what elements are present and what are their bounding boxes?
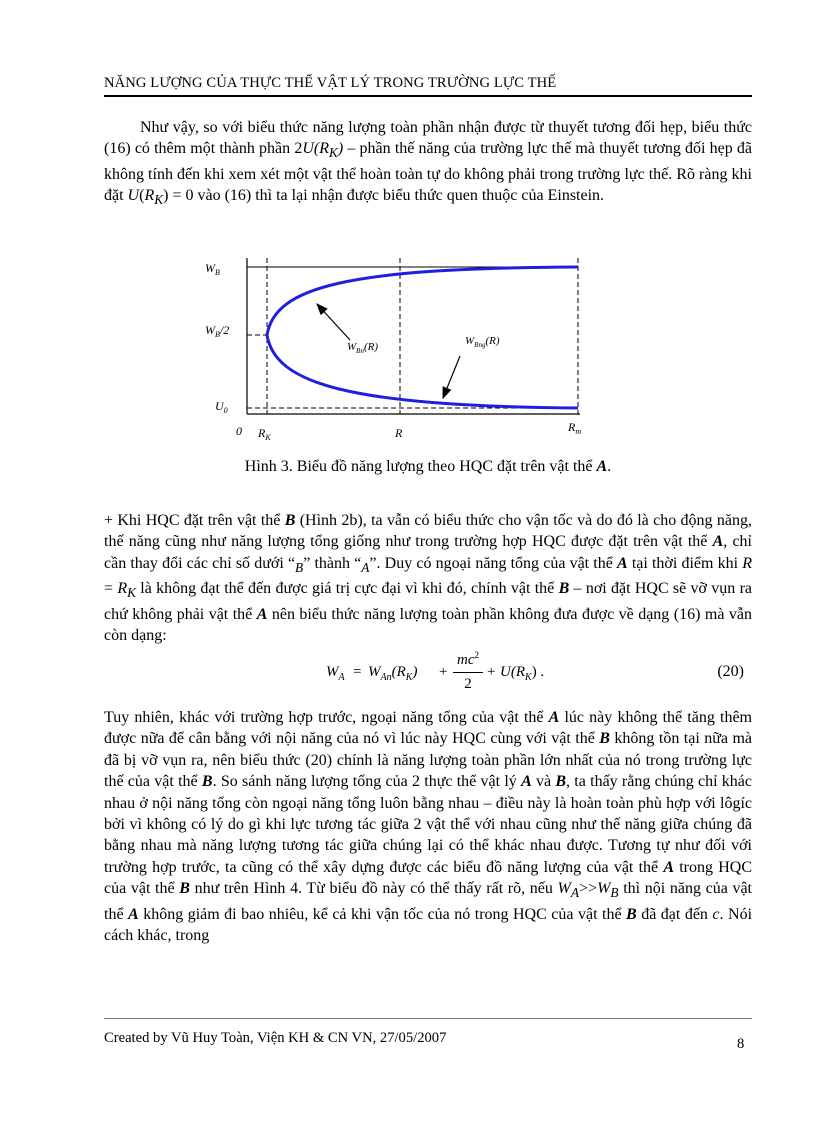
label-r: R: [395, 426, 403, 440]
outer-energy-curve: [267, 335, 578, 408]
page-number: 8: [737, 1036, 745, 1052]
energy-diagram: [195, 252, 615, 452]
label-inner-curve: $W_{Bn}(R)$: [347, 341, 378, 355]
label-u0: $U_0$: [215, 399, 228, 415]
label-wb: $W_B$: [205, 261, 220, 277]
paragraph-comparison: Tuy nhiên, khác với trường hợp trước, ngoại năng tổng của vật thể A lúc này không thể tăng thêm được nữa để cân bằng với nội năng của nó vì lúc này HQC cùng với vật thể B không tồn tại nữa mà đã bị vỡ vụn ra, nên biểu thức (20) chính là năng lượng toàn phần lớn nhất của nó trong trường lực thế của vật thể B. So sánh năng lượng tổng của 2 thực thể vật lý A và B, ta thấy rằng chúng chỉ khác nhau ở nội năng tổng còn ngoại năng tổng luôn bằng nhau – điều này là hoàn toàn phù hợp với lôgíc bởi vì không có lý do gì khi lực tương tác giữa 2 vật thể với nhau cũng như thế năng giữa chúng đã bằng nhau mà năng lượng tương tác giữa chúng lại có thể khác nhau được. Tương tự như đối với trường hợp trước, ta cũng có thể xây dựng được các biểu đồ năng lượng của vật thể A trong HQC của vật thể B như trên Hình 4. Từ biểu đồ này có thể thấy rất rõ, nếu $W_A>>W_B$ thì nội năng của vật thể A không giảm đi bao nhiêu, kể cả khi vận tốc của nó trong HQC của vật thể B đã đạt đến c. Nói cách khác, trong: [104, 709, 753, 945]
label-origin: 0: [236, 424, 242, 438]
paragraph-frame-b: + Khi HQC đặt trên vật thể B (Hình 2b), ta vẫn có biểu thức cho vận tốc và do đó là cho động năng, thế năng cũng như năng lượng tổng giống như trong trường hợp HQC được đặt trên vật thể A, chỉ cần thay đổi các chỉ số dưới “$_B$” thành “$_A$”. Duy có ngoại năng tổng của vật thể A tại thời điểm khi $R = R_K$ là không đạt thể đến được giá trị cực đại vì khi đó, chính vật thể B – nơi đặt HQC sẽ vỡ vụn ra chứ không phải vật thể A nên biểu thức năng lượng toàn phần không đưa được về dạng (16) mà vẫn còn dạng:: [104, 512, 753, 645]
equation-20: [104, 650, 752, 698]
equation-number: (20): [717, 663, 744, 680]
footer-rule: [104, 1018, 752, 1019]
arrow-to-outer-curve: [443, 356, 460, 398]
label-rk: $R_K$: [258, 426, 271, 442]
equation-body: $W_A$ = $W_{An}(R_K)$ + $mc^2$ 2 + $U(R_K)$ .: [326, 650, 545, 692]
figure-caption: Hình 3. Biểu đồ năng lượng theo HQC đặt trên vật thể A.: [244, 458, 612, 475]
inner-energy-curve: [267, 267, 578, 335]
arrow-to-inner-curve: [317, 304, 350, 340]
label-half-wb: $W_B/2$: [205, 323, 230, 339]
header-rule: [104, 95, 752, 97]
running-header: NĂNG LƯỢNG CỦA THỰC THỂ VẬT LÝ TRONG TRƯỜNG LỰC THẾ: [104, 75, 557, 91]
footer-credit: Created by Vũ Huy Toàn, Viện KH & CN VN, 27/05/2007: [104, 1030, 447, 1046]
label-outer-curve: $W_{Bng}(R)$: [465, 335, 500, 349]
label-rm: $R_m$: [568, 420, 582, 436]
paragraph-intro: Như vậy, so với biểu thức năng lượng toàn phần nhận được từ thuyết tương đối hẹp, biểu thức (16) có thêm một thành phần $2U(R_K)$ – phần thế năng của trường lực thế mà thuyết tương đối hẹp đã không tính đến khi xem xét một vật thể hoàn toàn tự do không phải trong trường lực thế. Rõ ràng khi đặt $U(R_K) = 0$ vào (16) thì ta lại nhận được biểu thức quen thuộc của Einstein.: [104, 119, 752, 208]
